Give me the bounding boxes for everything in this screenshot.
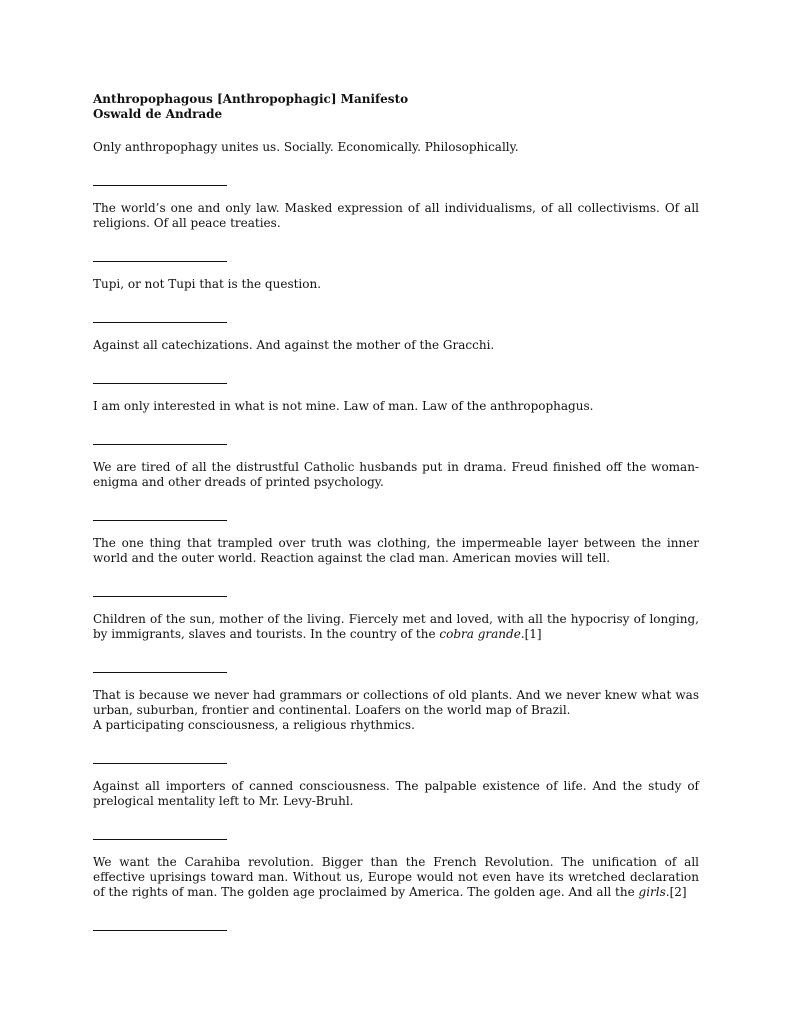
document-page: [93, 92, 699, 946]
section-divider: [93, 444, 227, 445]
paragraph-6: We are tired of all the distrustful Catholic husbands put in drama. Freud finished off the woman-enigma and other dreads of printed psychology.: [93, 460, 699, 489]
section-divider: [93, 261, 227, 262]
section-divider: [93, 322, 227, 323]
paragraph-11-italic: girls: [638, 885, 666, 899]
paragraph-9-text: That is because we never had grammars or collections of old plants. And we never knew what was urban, suburban, frontier and continental. Loafers on the world map of Brazil.: [93, 688, 699, 717]
paragraph-5: I am only interested in what is not mine. Law of man. Law of the anthropophagus.: [93, 399, 594, 413]
section-divider: [93, 763, 227, 764]
section-divider: [93, 596, 227, 597]
paragraph-11-footnote: .[2]: [665, 885, 687, 899]
paragraph-2: The world’s one and only law. Masked expression of all individualisms, of all collectivisms. Of all religions. Of all peace treaties.: [93, 201, 699, 230]
paragraph-1: Only anthropophagy unites us. Socially. Economically. Philosophically.: [93, 140, 519, 154]
paragraph-8-italic: cobra grande: [439, 627, 521, 641]
document-title: Anthropophagous [Anthropophagic] Manifesto: [93, 92, 409, 106]
paragraph-4: Against all catechizations. And against the mother of the Gracchi.: [93, 338, 495, 352]
paragraph-10: Against all importers of canned consciousness. The palpable existence of life. And the study of prelogical mentality left to Mr. Levy-Bruhl.: [93, 779, 699, 808]
paragraph-3: Tupi, or not Tupi that is the question.: [93, 277, 322, 291]
paragraph-11-text: We want the Carahiba revolution. Bigger than the French Revolution. The unification of all effective uprisings toward man. Without us, Europe would not even have its wretched declaration of the rights of man. The golden age proclaimed by America. The golden age. And all the: [93, 855, 699, 899]
paragraph-7: The one thing that trampled over truth was clothing, the impermeable layer between the inner world and the outer world. Reaction against the clad man. American movies will tell.: [93, 536, 699, 565]
title-block: [93, 92, 699, 122]
paragraph-8-footnote: .[1]: [520, 627, 542, 641]
section-divider: [93, 383, 227, 384]
paragraph-9: [93, 688, 699, 733]
paragraph-11: [93, 855, 699, 900]
paragraph-8: [93, 612, 699, 642]
section-divider: [93, 839, 227, 840]
section-divider: [93, 930, 227, 931]
section-divider: [93, 672, 227, 673]
section-divider: [93, 520, 227, 521]
section-divider: [93, 185, 227, 186]
paragraph-9-second-line: A participating consciousness, a religious rhythmics.: [93, 718, 415, 732]
document-author: Oswald de Andrade: [93, 107, 223, 121]
paragraph-8-text: Children of the sun, mother of the living. Fiercely met and loved, with all the hypocrisy of longing, by immigrants, slaves and tourists. In the country of the: [93, 612, 699, 641]
